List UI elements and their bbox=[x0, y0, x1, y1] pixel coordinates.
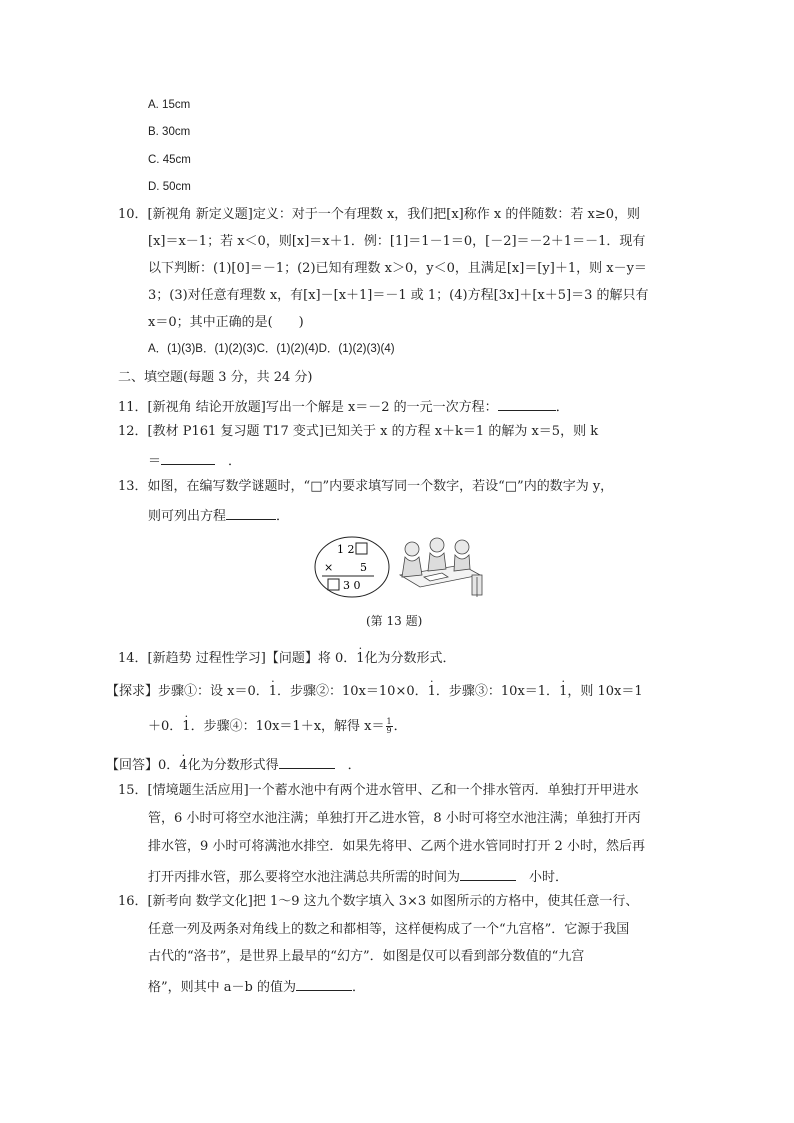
q16-line2: 任意一列及两条对角线上的数之和都相等，这样便构成了一个“九宫格”．它源于我国 bbox=[148, 922, 630, 937]
option-a: A. 15cm bbox=[148, 99, 191, 111]
q13-text: 则可列出方程 bbox=[148, 509, 227, 524]
answer-blank[interactable] bbox=[296, 978, 352, 991]
q14-line4: 【回答】0．· 4化为分数形式得 ． bbox=[106, 756, 361, 772]
figure-13-caption: (第 13 题) bbox=[366, 614, 423, 628]
q12-equals: ＝ bbox=[148, 454, 162, 469]
answer-blank[interactable] bbox=[460, 868, 516, 881]
answer-blank[interactable] bbox=[279, 756, 335, 769]
question-11: 11．[新视角 结论开放题]写出一个解是 x＝－2 的一元一次方程： ． bbox=[118, 400, 569, 415]
q14-line1: 14．[新趋势 过程性学习]【问题】将 0．· 1化为分数形式． bbox=[118, 652, 456, 665]
children-illustration bbox=[400, 538, 482, 597]
q10-line4: 3；(3)对任意有理数 x，有[x]－[x＋1]＝－1 或 1；(4)方程[3x]＋[x＋5]＝3 的解只有 bbox=[148, 288, 649, 303]
q12-line1: 12．[教材 P161 复习题 T17 变式]已知关于 x 的方程 x＋k＝1 的解为 x＝5，则 k bbox=[118, 424, 599, 439]
q13-line2: 则可列出方程 ． bbox=[148, 509, 290, 524]
fraction-one-ninth: $\frac{1}{9}$ bbox=[386, 717, 392, 735]
repeating-digit: · 1 bbox=[428, 685, 436, 698]
q15-line3: 排水管，9 小时可将满池水排空．如果先将甲、乙两个进水管同时打开 2 小时，然后再 bbox=[148, 839, 645, 854]
puzzle-multiply: × bbox=[324, 561, 334, 574]
q15-line4: 打开丙排水管，那么要将空水池注满总共所需的时间为 小时． bbox=[148, 870, 569, 885]
repeating-digit: · 1 bbox=[559, 685, 567, 698]
puzzle-row1: 1 2 bbox=[337, 543, 355, 556]
q14-line3: ＋0．· 1．步骤④：10x＝1＋x，解得 x＝ $\frac{1}{9}$ ． bbox=[148, 718, 407, 735]
puzzle-row3: 3 0 bbox=[343, 579, 361, 592]
q15-line1: 15．[情境题生活应用]一个蓄水池中有两个进水管甲、乙和一个排水管丙．单独打开甲进水 bbox=[118, 783, 639, 798]
option-d: D. 50cm bbox=[148, 181, 191, 193]
repeating-digit: · 1 bbox=[182, 720, 190, 733]
q16-line4: 格”，则其中 a－b 的值为 ． bbox=[148, 980, 365, 995]
q13-line1: 13．如图，在编写数学谜题时，“□”内要求填写同一个数字，若设“□”内的数字为 y， bbox=[118, 479, 614, 494]
q10-options: A．(1)(3)B．(1)(2)(3)C．(1)(2)(4)D．(1)(2)(3)(4) bbox=[148, 343, 395, 355]
q10-line1: 10．[新视角 新定义题]定义：对于一个有理数 x，我们把[x]称作 x 的伴随数：若 x≥0，则 bbox=[118, 207, 640, 222]
section-heading-fill-in: 二、填空题(每题 3 分，共 24 分) bbox=[118, 370, 313, 385]
puzzle-row2: 5 bbox=[360, 561, 367, 574]
puzzle-box-1 bbox=[356, 543, 367, 554]
q12-line2: ＝ ． bbox=[148, 454, 242, 469]
q11-text: 11．[新视角 结论开放题]写出一个解是 x＝－2 的一元一次方程： bbox=[118, 400, 498, 415]
q14-line2: 【探求】步骤①：设 x＝0．· 1．步骤②：10x＝10×0．· 1．步骤③：10x＝1．· 1，则 10x＝1 bbox=[106, 685, 643, 698]
q10-line2: [x]＝x－1；若 x＜0，则[x]＝x＋1．例：[1]＝1－1＝0，[－2]＝－2＋1＝－1．现有 bbox=[148, 234, 646, 249]
answer-blank[interactable] bbox=[226, 507, 276, 520]
q10-line3: 以下判断：(1)[0]＝－1；(2)已知有理数 x＞0，y＜0，且满足[x]＝[y]＋1，则 x－y＝ bbox=[148, 261, 647, 276]
option-b: B. 30cm bbox=[148, 126, 191, 138]
repeating-digit: · 4 bbox=[179, 759, 187, 772]
answer-blank[interactable] bbox=[498, 398, 556, 411]
answer-blank[interactable] bbox=[161, 452, 215, 465]
option-c: C. 45cm bbox=[148, 154, 191, 166]
q10-line5: x＝0；其中正确的是( ) bbox=[148, 315, 304, 330]
q15-line2: 管，6 小时可将空水池注满；单独打开乙进水管，8 小时可将空水池注满；单独打开丙 bbox=[148, 811, 641, 826]
figure-13-puzzle bbox=[312, 535, 492, 600]
repeating-digit: · 1 bbox=[356, 652, 364, 665]
puzzle-box-2 bbox=[328, 579, 339, 590]
repeating-digit: · 1 bbox=[269, 685, 277, 698]
q16-line1: 16．[新考向 数学文化]把 1～9 这九个数字填入 3×3 如图所示的方格中，使其任意一行、 bbox=[118, 894, 639, 909]
q16-line3: 古代的“洛书”，是世界上最早的“幻方”．如图是仅可以看到部分数值的“九宫 bbox=[148, 949, 585, 964]
